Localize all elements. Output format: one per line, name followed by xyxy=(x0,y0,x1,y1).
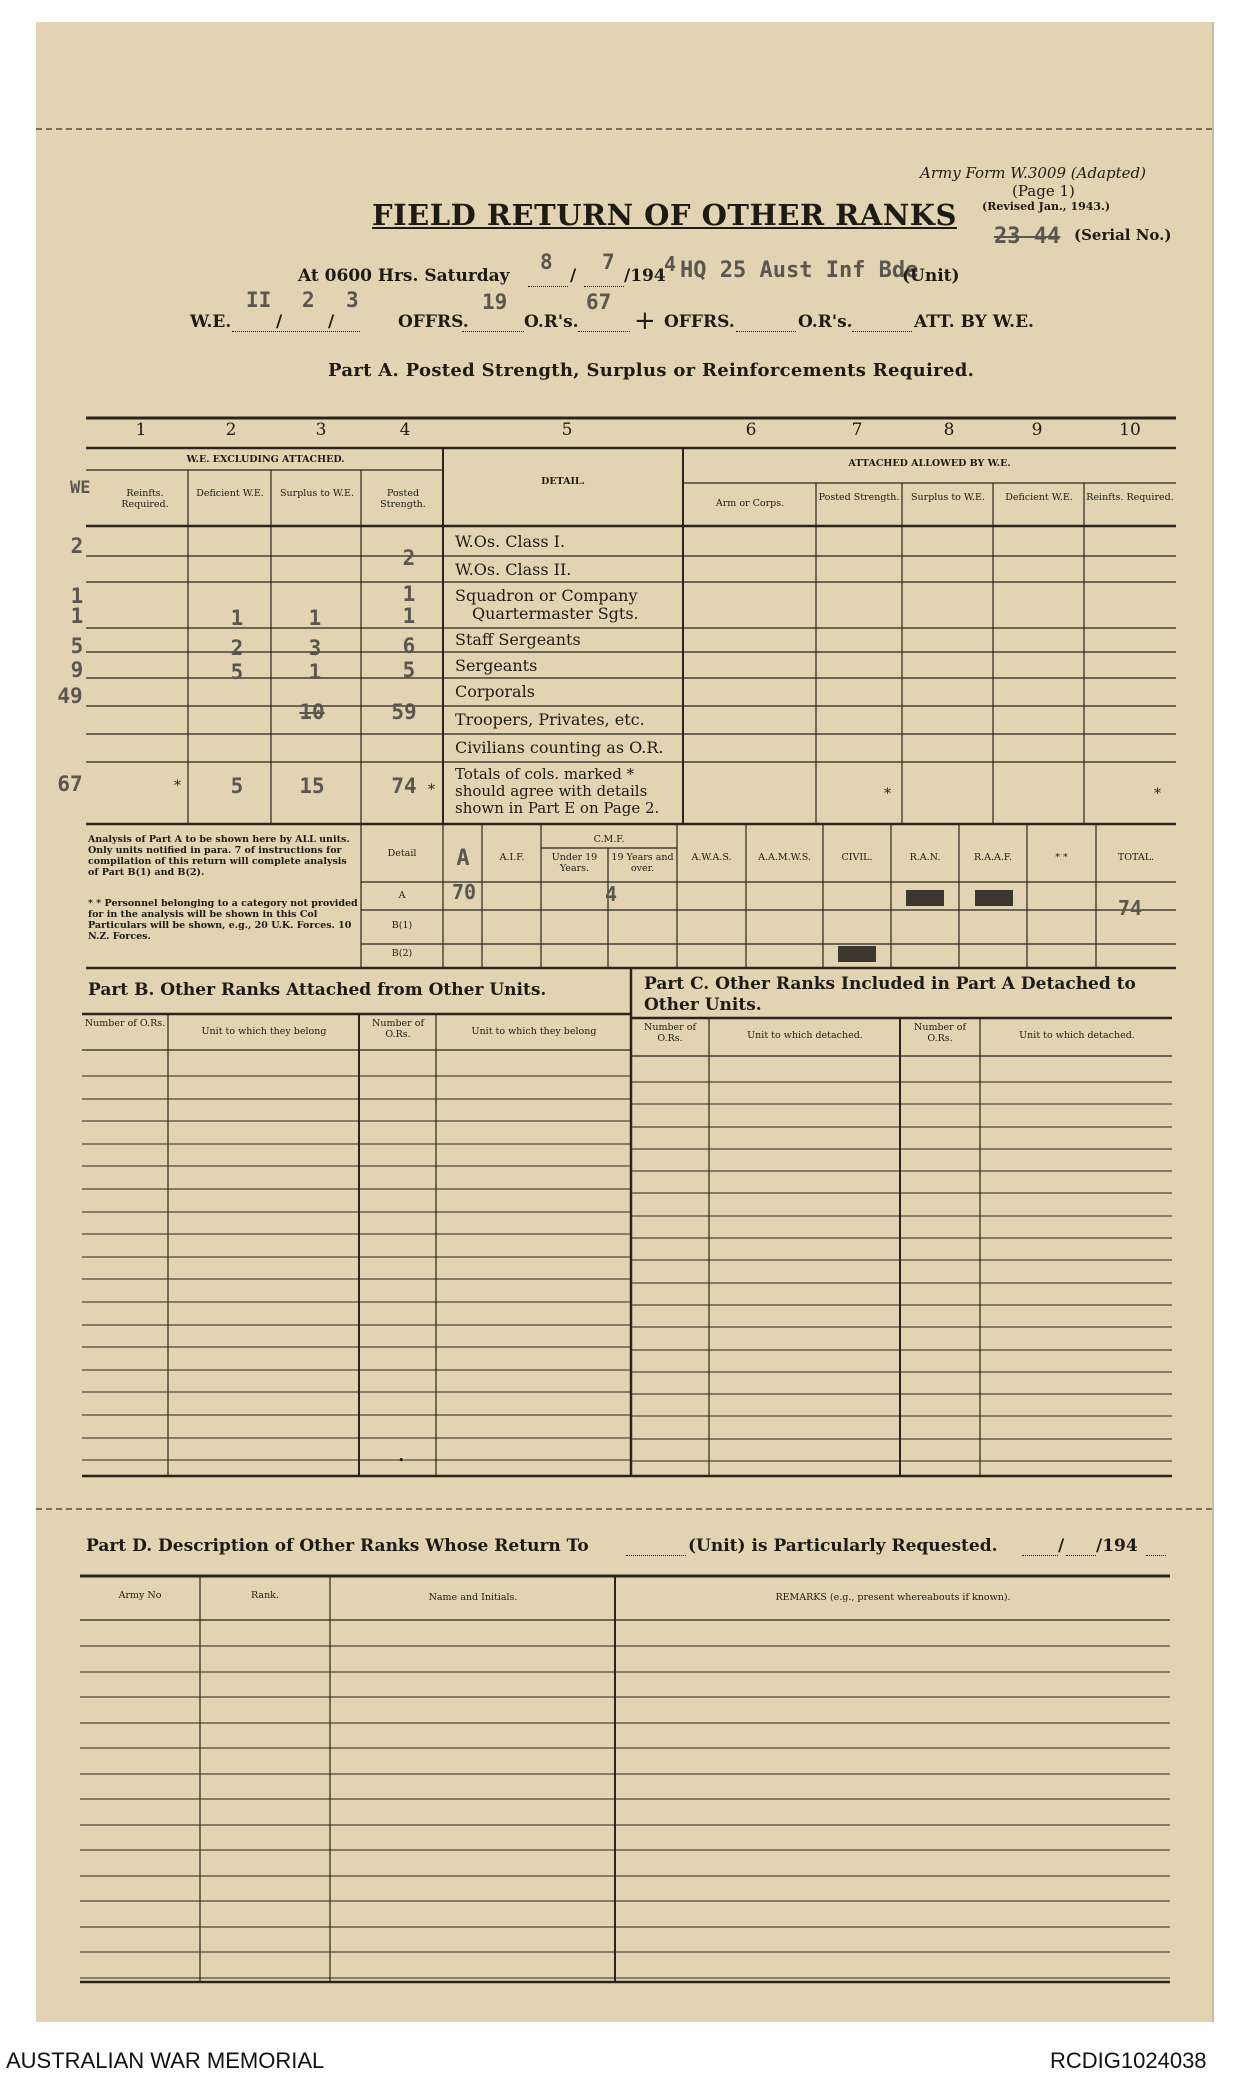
row-detail: Corporals xyxy=(455,682,535,701)
surplus-value: 10 xyxy=(299,700,325,724)
analysis-value-cmf: 4 xyxy=(604,882,618,906)
analysis-header-a: A xyxy=(456,846,470,871)
posted-value: 2 xyxy=(402,546,416,570)
surplus-value: 1 xyxy=(308,660,322,684)
right-header-surplus: Surplus to W.E. xyxy=(911,492,985,503)
analysis-header-detail: Detail xyxy=(387,848,417,859)
form-title: FIELD RETURN OF OTHER RANKS xyxy=(372,198,957,232)
part-d-title: Part D. Description of Other Ranks Whose Return To xyxy=(86,1536,589,1556)
analysis-note: Analysis of Part A to be shown here by ALL units. Only units notified in para. 7 of instructions for compilation of this return will complete analysis of Part B(1) and B(2). xyxy=(88,834,350,878)
we-value-2: 2 xyxy=(302,288,315,312)
part-b-header-unit: Unit to which they belong xyxy=(471,1026,597,1037)
row-detail: Sergeants xyxy=(455,656,538,675)
redaction-mark xyxy=(975,890,1013,906)
part-d-header-rank: Rank. xyxy=(251,1590,279,1601)
star-marker: * xyxy=(884,786,891,802)
col-number: 4 xyxy=(399,420,411,440)
col-number: 7 xyxy=(851,420,863,440)
star-marker: * xyxy=(1154,786,1161,802)
part-a-title: Part A. Posted Strength, Surplus or Reinforcements Required. xyxy=(328,360,975,381)
redaction-mark xyxy=(838,946,876,962)
right-header-reinfts: Reinfts. Required. xyxy=(1086,492,1174,503)
star-marker: * xyxy=(174,778,181,794)
day-value: 8 xyxy=(540,250,553,274)
left-group-header: W.E. EXCLUDING ATTACHED. xyxy=(186,454,345,465)
analysis-row-a: A xyxy=(398,890,406,901)
part-d-date-line xyxy=(1146,1540,1166,1556)
right-header-posted: Posted Strength. xyxy=(818,492,900,503)
att-label: ATT. BY W.E. xyxy=(914,312,1034,332)
left-header-deficient: Deficient W.E. xyxy=(196,488,264,499)
part-b-title: Part B. Other Ranks Attached from Other Units. xyxy=(88,980,547,1000)
we-margin-note: WE xyxy=(70,478,91,498)
col-number: 1 xyxy=(135,420,147,440)
deficient-value: 5 xyxy=(230,660,244,684)
we-value: 5 xyxy=(70,634,84,658)
unit-value: HQ 25 Aust Inf Bde xyxy=(680,258,919,283)
analysis-header-civil: CIVIL. xyxy=(841,852,873,863)
row-detail: Squadron or Company xyxy=(455,586,638,605)
part-d-header-name: Name and Initials. xyxy=(428,1592,518,1603)
we-value-1: II xyxy=(246,288,272,312)
analysis-row-b2: B(2) xyxy=(391,948,413,959)
right-header-arm: Arm or Corps. xyxy=(715,498,785,509)
left-header-posted: Posted Strength. xyxy=(380,488,426,510)
part-d-unit-line xyxy=(626,1540,686,1556)
part-d-date-line xyxy=(1022,1540,1058,1556)
surplus-value: 1 xyxy=(308,606,322,630)
we-value: 1 xyxy=(70,604,84,628)
month-value: 7 xyxy=(602,250,615,274)
row-detail: W.Os. Class II. xyxy=(455,560,572,579)
col-number: 8 xyxy=(943,420,955,440)
serial-label: (Serial No.) xyxy=(1074,226,1172,244)
analysis-footnote: * * Personnel belonging to a category not provided for in the analysis will be shown in this Col Particulars will be shown, e.g., 20 U.K. Forces. 10 N.Z. Forces. xyxy=(88,898,358,942)
part-c-header-number: Number of O.Rs. xyxy=(914,1022,966,1044)
unit-label: (Unit) xyxy=(902,266,960,286)
part-d-title-tail: (Unit) is Particularly Requested. xyxy=(688,1536,998,1556)
part-c-header-number: Number of O.Rs. xyxy=(644,1022,696,1044)
analysis-header-19over: 19 Years and over. xyxy=(611,852,674,874)
plus-sign: + xyxy=(634,306,656,336)
ors-value: 67 xyxy=(586,290,612,314)
page-label: (Page 1) xyxy=(1012,182,1075,200)
posted-value: 1 xyxy=(402,582,416,606)
right-header-deficient: Deficient W.E. xyxy=(1005,492,1073,503)
army-form-label: Army Form W.3009 (Adapted) xyxy=(920,164,1146,182)
left-header-surplus: Surplus to W.E. xyxy=(280,488,354,499)
offrs-value: 19 xyxy=(482,290,508,314)
offrs-label: OFFRS. xyxy=(398,312,469,332)
analysis-header-ran: R.A.N. xyxy=(909,852,941,863)
surplus-total: 15 xyxy=(299,774,325,798)
deficient-value: 2 xyxy=(230,636,244,660)
deficient-value: 1 xyxy=(230,606,244,630)
analysis-header-under19: Under 19 Years. xyxy=(551,852,598,874)
analysis-header-awas: A.W.A.S. xyxy=(691,852,732,863)
redaction-mark xyxy=(906,890,944,906)
row-detail: Troopers, Privates, etc. xyxy=(455,710,645,729)
part-d-date-line xyxy=(1066,1540,1096,1556)
totals-detail: Totals of cols. marked * should agree with details shown in Part E on Page 2. xyxy=(455,765,660,817)
row-detail: W.Os. Class I. xyxy=(455,532,566,551)
part-d-header-army-no: Army No xyxy=(118,1590,162,1601)
right-group-header: ATTACHED ALLOWED BY W.E. xyxy=(848,458,1011,469)
year-digit: 4 xyxy=(664,252,677,276)
row-detail: Civilians counting as O.R. xyxy=(455,738,664,757)
posted-value: 6 xyxy=(402,634,416,658)
analysis-header-raaf: R.A.A.F. xyxy=(973,852,1013,863)
posted-total: 74 xyxy=(391,774,417,798)
serial-number: 23 44 xyxy=(994,224,1061,249)
we-value: 1 xyxy=(70,584,84,608)
we-value-3: 3 xyxy=(346,288,359,312)
analysis-header-aamws: A.A.M.W.S. xyxy=(758,852,811,863)
we-value: 2 xyxy=(70,534,84,558)
we-label: W.E. xyxy=(190,312,232,332)
col-number: 10 xyxy=(1119,420,1141,440)
at-hours-label: At 0600 Hrs. Saturday xyxy=(298,266,510,286)
deficient-total: 5 xyxy=(230,774,244,798)
analysis-header-cmf: C.M.F. xyxy=(593,834,625,845)
analysis-total-a: 74 xyxy=(1117,896,1143,920)
dot-mark: • xyxy=(398,1454,405,1467)
revised-label: (Revised Jan., 1943.) xyxy=(982,200,1111,213)
analysis-header-total: TOTAL. xyxy=(1117,852,1155,863)
part-c-title: Part C. Other Ranks Included in Part A Detached to Other Units. xyxy=(644,974,1136,1015)
analysis-header-aif: A.I.F. xyxy=(499,852,525,863)
year-prefix: /194 xyxy=(624,266,666,286)
we-value: 49 xyxy=(57,684,83,708)
part-b-header-unit: Unit to which they belong xyxy=(201,1026,327,1037)
posted-value: 59 xyxy=(391,700,417,724)
footer-right: RCDIG1024038 xyxy=(1050,2048,1207,2073)
col-number: 9 xyxy=(1031,420,1043,440)
part-c-header-unit: Unit to which detached. xyxy=(747,1030,863,1041)
we-total: 67 xyxy=(57,772,83,796)
analysis-header-other: * * xyxy=(1055,852,1068,863)
analysis-row-b1: B(1) xyxy=(391,920,413,931)
row-detail: Quartermaster Sgts. xyxy=(472,604,639,623)
ors2-label: O.R's. xyxy=(798,312,853,332)
part-d-date-tail: /194 xyxy=(1096,1536,1138,1556)
detail-header: DETAIL. xyxy=(541,476,585,487)
col-number: 2 xyxy=(225,420,237,440)
star-marker: * xyxy=(428,782,435,798)
left-header-reinfts: Reinfts. Required. xyxy=(121,488,169,510)
row-detail: Staff Sergeants xyxy=(455,630,581,649)
posted-value: 1 xyxy=(402,604,416,628)
part-c-header-unit: Unit to which detached. xyxy=(1019,1030,1135,1041)
part-d-header-remarks: REMARKS (e.g., present whereabouts if known). xyxy=(775,1592,1011,1603)
offrs2-label: OFFRS. xyxy=(664,312,735,332)
posted-value: 5 xyxy=(402,658,416,682)
we-value: 9 xyxy=(70,658,84,682)
col-number: 6 xyxy=(745,420,757,440)
col-number: 3 xyxy=(315,420,327,440)
analysis-value-a: 70 xyxy=(451,880,477,904)
part-b-header-number: Number of O.Rs. xyxy=(84,1018,166,1029)
col-number: 5 xyxy=(561,420,573,440)
part-b-header-number: Number of O.Rs. xyxy=(372,1018,424,1040)
surplus-value: 3 xyxy=(308,636,322,660)
footer-left: AUSTRALIAN WAR MEMORIAL xyxy=(6,2048,325,2073)
ors-label: O.R's. xyxy=(524,312,579,332)
